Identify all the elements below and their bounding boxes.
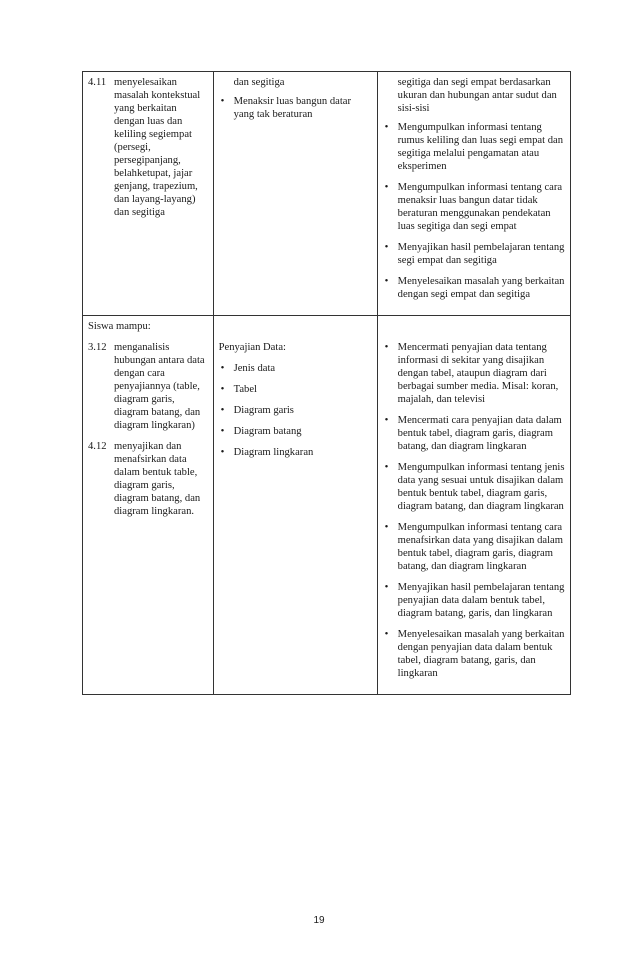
kd-list [88, 341, 208, 518]
kegiatan-item: • Menyajikan hasil pembelajaran tentang segi empat dan segitiga [383, 241, 565, 267]
materi-item: • Tabel [219, 383, 372, 396]
kegiatan-item: • Menyelesaikan masalah yang berkaitan dengan segi empat dan segitiga [383, 275, 565, 301]
kegiatan-list [383, 121, 565, 301]
materi-item: • Jenis data [219, 362, 372, 375]
kd-item [88, 440, 208, 518]
kd-cell [83, 72, 214, 316]
kegiatan-continuation: segitiga dan segi empat berdasarkan ukuran dan hubungan antar sudut dan sisi-sisi [397, 77, 557, 114]
kegiatan-item: • Mengumpulkan informasi tentang cara menafsirkan data yang disajikan dalam bentuk tabel, diagram garis, diagram batang, dan diagram lingkaran [383, 521, 565, 573]
kd-item [88, 341, 208, 432]
kegiatan-item: • Mengumpulkan informasi tentang cara menaksir luas bangun datar tidak beraturan menggunakan pendekatan luas segitiga dan segi empat [383, 181, 565, 233]
kd-text: menyajikan dan menafsirkan data dalam bentuk table, diagram garis, diagram batang, dan diagram lingkaran. [114, 441, 201, 517]
materi-item: • Diagram lingkaran [219, 446, 372, 459]
kd-number: 3.12 [88, 342, 107, 353]
materi-item: • Menaksir luas bangun datar yang tak beraturan [219, 95, 372, 121]
kegiatan-item: • Menyelesaikan masalah yang berkaitan dengan penyajian data dalam bentuk tabel, diagram batang, garis, dan lingkaran [383, 628, 565, 680]
kegiatan-item: • Mencermati cara penyajian data dalam bentuk tabel, diagram garis, diagram batang, dan diagram lingkaran [383, 414, 565, 453]
kd-item [88, 76, 208, 219]
syllabus-table [82, 71, 571, 695]
materi-continuation: dan segitiga [233, 77, 285, 88]
row-header: Siswa mampu: [88, 321, 151, 332]
materi-cell [213, 316, 377, 695]
materi-item: • Diagram garis [219, 404, 372, 417]
table-row [83, 72, 571, 316]
materi-cell [213, 72, 377, 316]
materi-title: Penyajian Data: [218, 342, 286, 353]
kegiatan-list [383, 341, 565, 680]
kd-cell [83, 316, 214, 695]
table-row [83, 316, 571, 695]
kd-text: menyelesaikan masalah kontekstual yang berkaitan dengan luas dan keliling segiempat (persegi, persegipanjang, belahketupat, jajar genjang, trapezium, dan layang-layang) dan segitiga [114, 77, 201, 218]
materi-list [219, 362, 372, 459]
kegiatan-cell [377, 72, 570, 316]
kegiatan-cell [377, 316, 570, 695]
kegiatan-item: • Menyajikan hasil pembelajaran tentang penyajian data dalam bentuk tabel, diagram batang, garis, dan lingkaran [383, 581, 565, 620]
materi-list [219, 95, 372, 121]
kd-number: 4.12 [88, 441, 107, 452]
kegiatan-item: • Mengumpulkan informasi tentang rumus keliling dan luas segi empat dan segitiga melalui pengamatan atau eksperimen [383, 121, 565, 173]
kegiatan-item: • Mengumpulkan informasi tentang jenis data yang sesuai untuk disajikan dalam bentuk bentuk tabel, diagram garis, diagram batang, dan diagram lingkaran [383, 461, 565, 513]
materi-item: • Diagram batang [219, 425, 372, 438]
page-number: 19 [313, 915, 325, 926]
kd-list [88, 76, 208, 219]
kd-number: 4.11 [88, 77, 107, 88]
kegiatan-item: • Mencermati penyajian data tentang informasi di sekitar yang disajikan dengan tabel, ataupun diagram dari berbagai sumber media. Misal: koran, majalah, dan televisi [383, 341, 565, 406]
kd-text: menganalisis hubungan antara data dengan cara penyajiannya (table, diagram garis, diagram batang, dan diagram lingkaran) [114, 342, 205, 431]
